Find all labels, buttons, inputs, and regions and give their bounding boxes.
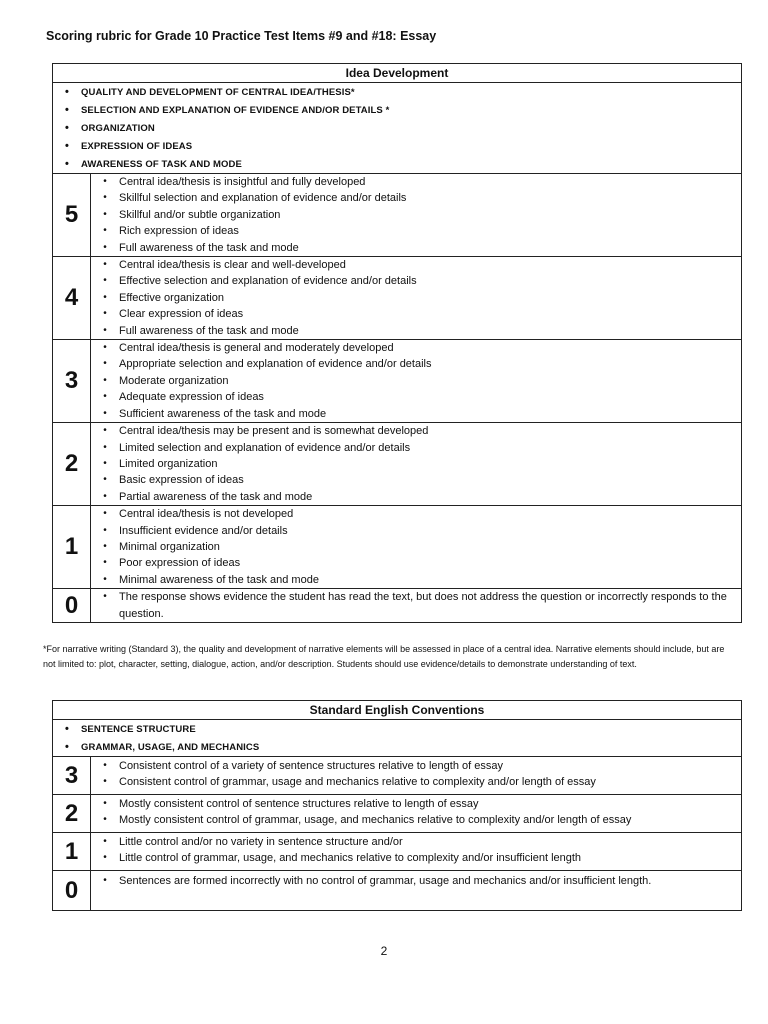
descriptor-item: • Central idea/thesis is insightful and fully developed [103, 176, 366, 188]
score-row [53, 423, 742, 506]
score-row [53, 257, 742, 340]
criteria-item: • AWARENESS OF TASK AND MODE [65, 158, 242, 170]
page-title: Scoring rubric for Grade 10 Practice Test Items #9 and #18: Essay [46, 29, 437, 43]
descriptor-item: • Rich expression of ideas [103, 225, 239, 238]
criteria-item: • SELECTION AND EXPLANATION OF EVIDENCE AND/OR DETAILS * [65, 104, 390, 116]
descriptor-item: • Limited selection and explanation of evidence and/or details [103, 441, 411, 454]
conventions-table [52, 700, 742, 911]
descriptor-item: • Consistent control of a variety of sentence structures relative to length of essay [103, 760, 503, 772]
descriptor-item: • Full awareness of the task and mode [103, 241, 299, 254]
descriptor-item: • Central idea/thesis may be present and is somewhat developed [103, 425, 429, 438]
criteria-list [53, 83, 742, 174]
descriptor-item: • Central idea/thesis is not developed [103, 508, 294, 521]
descriptor-item: • Adequate expression of ideas [103, 391, 264, 404]
descriptor-item: • The response shows evidence the student has read the text, but does not address the question or incorrectly responds to the question. [103, 591, 727, 620]
descriptor-item: • Minimal awareness of the task and mode [103, 573, 319, 586]
descriptor-item: • Little control and/or no variety in sentence structure and/or [103, 836, 403, 848]
score-value: 3 [53, 757, 91, 795]
score-value: 1 [53, 506, 91, 589]
score-value: 2 [53, 795, 91, 833]
descriptor-item: • Limited organization [103, 457, 218, 470]
criteria-item: • QUALITY AND DEVELOPMENT OF CENTRAL IDEA/THESIS* [65, 86, 355, 98]
score-value: 0 [53, 871, 91, 911]
descriptor-item: • Sentences are formed incorrectly with no control of grammar, usage and mechanics and/or insufficient length. [103, 875, 652, 887]
score-value: 1 [53, 833, 91, 871]
descriptor-item: • Insufficient evidence and/or details [103, 524, 288, 537]
descriptor-item: • Little control of grammar, usage, and mechanics relative to complexity and/or insufficient length [103, 852, 582, 865]
descriptor-item: • Effective selection and explanation of evidence and/or details [103, 275, 417, 288]
score-row [53, 757, 742, 795]
descriptor-item: • Sufficient awareness of the task and mode [103, 407, 327, 420]
descriptor-item: • Clear expression of ideas [103, 308, 244, 321]
descriptor-item: • Effective organization [103, 291, 224, 304]
score-value: 2 [53, 423, 91, 506]
descriptor-item: • Central idea/thesis is general and moderately developed [103, 342, 394, 355]
criteria-list [53, 720, 742, 757]
table-header: Standard English Conventions [53, 701, 742, 720]
descriptor-item: • Partial awareness of the task and mode [103, 490, 313, 503]
score-row [53, 795, 742, 833]
score-row [53, 340, 742, 423]
descriptor-item: • Skillful selection and explanation of evidence and/or details [103, 192, 407, 205]
score-value: 4 [53, 257, 91, 340]
descriptor-item: • Minimal organization [103, 540, 220, 553]
criteria-item: • GRAMMAR, USAGE, AND MECHANICS [65, 741, 260, 753]
table-header: Idea Development [53, 64, 742, 83]
descriptor-item: • Moderate organization [103, 374, 229, 387]
descriptor-item: • Basic expression of ideas [103, 474, 244, 487]
score-row [53, 506, 742, 589]
descriptor-item: • Central idea/thesis is clear and well-developed [103, 259, 346, 272]
score-value: 5 [53, 174, 91, 257]
criteria-item: • EXPRESSION OF IDEAS [65, 140, 193, 152]
narrative-footnote: *For narrative writing (Standard 3), the quality and development of narrative elements will be assessed in place of a central idea. Narrative elements should include, but are not limited to: plot, character, setting, dialogue, action, and/or description. Students should use evidence/details to demonstrate understanding of text. [43, 644, 725, 669]
criteria-item: • SENTENCE STRUCTURE [65, 723, 196, 735]
descriptor-item: • Mostly consistent control of grammar, usage, and mechanics relative to complexity and/or length of essay [103, 814, 632, 827]
score-row [53, 871, 742, 911]
score-value: 0 [53, 589, 91, 623]
score-value: 3 [53, 340, 91, 423]
score-row [53, 174, 742, 257]
criteria-item: • ORGANIZATION [65, 122, 155, 134]
descriptor-item: • Poor expression of ideas [103, 557, 241, 570]
descriptor-item: • Appropriate selection and explanation of evidence and/or details [103, 358, 432, 371]
descriptor-item: • Mostly consistent control of sentence structures relative to length of essay [103, 798, 479, 810]
score-row [53, 589, 742, 623]
idea-development-table [52, 63, 742, 623]
page-number: 2 [380, 944, 388, 958]
descriptor-item: • Skillful and/or subtle organization [103, 208, 281, 221]
descriptor-item: • Full awareness of the task and mode [103, 324, 299, 337]
descriptor-item: • Consistent control of grammar, usage and mechanics relative to complexity and/or length of essay [103, 776, 596, 789]
score-row [53, 833, 742, 871]
